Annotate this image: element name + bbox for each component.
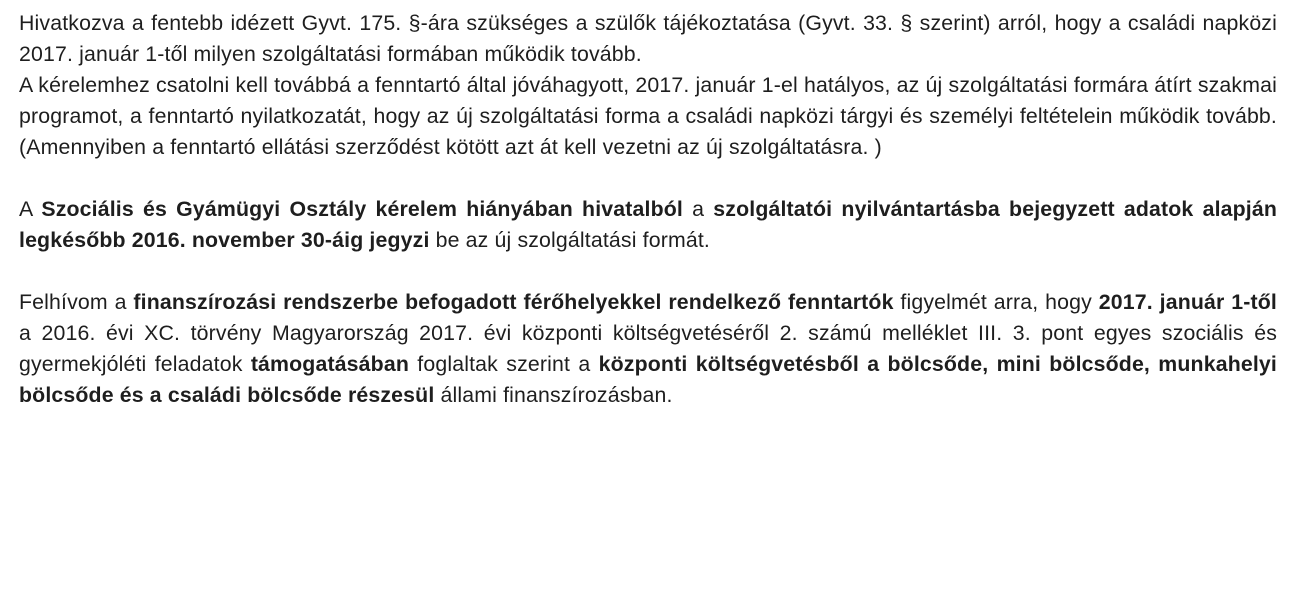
bold-text-run: szolgáltatói nyilvántartásba bejegyzett adatok alapján legkésőbb 2016. november 30-áig jegyzi bbox=[19, 197, 1278, 252]
text-run: Felhívom a bbox=[19, 290, 134, 314]
paragraph-official-registration bbox=[19, 194, 1277, 256]
paragraph-financing-notice bbox=[19, 287, 1277, 411]
bold-text-run: 2017. január 1-től bbox=[1098, 290, 1277, 314]
paragraph-application-attachments bbox=[19, 70, 1277, 163]
text-run: a bbox=[682, 197, 714, 221]
bold-text-run: központi költségvetésből a bölcsőde, mini bölcsőde, munkahelyi bölcsőde és a családi bölcsőde részesül bbox=[19, 352, 1277, 407]
text-run: állami finanszírozásban. bbox=[434, 383, 673, 407]
text-run: A bbox=[19, 197, 42, 221]
text-run: A kérelemhez csatolni kell továbbá a fenntartó által jóváhagyott, 2017. január 1-el hatályos, az új szolgáltatási formára átírt szakmai programot, a fenntartó nyilatkozatát, hogy az új szolgáltatási forma a családi napközi tárgyi és személyi feltételein működik tovább. (Amennyiben a fenntartó ellátási szerződést kötött azt át kell vezetni az új szolgáltatásra. ) bbox=[19, 73, 1277, 159]
paragraph-notice-parents bbox=[19, 8, 1277, 70]
bold-text-run: támogatásában bbox=[250, 352, 409, 376]
text-run: foglaltak szerint a bbox=[409, 352, 599, 376]
text-run: be az új szolgáltatási formát. bbox=[429, 228, 710, 252]
text-run: figyelmét arra, hogy bbox=[893, 290, 1099, 314]
text-run: Hivatkozva a fentebb idézett Gyvt. 175. §-ára szükséges a szülők tájékoztatása (Gyvt. 33. § szerint) arról, hogy a családi napközi 2017. január 1-től milyen szolgáltatási formában működik tovább. bbox=[19, 11, 1277, 66]
document-body bbox=[19, 8, 1277, 411]
text-run: a 2016. évi XC. törvény Magyarország 2017. évi központi költségvetéséről 2. számú melléklet III. 3. pont egyes szociális és gyermekjóléti feladatok bbox=[19, 321, 1277, 376]
bold-text-run: Szociális és Gyámügyi Osztály kérelem hiányában hivatalból bbox=[41, 197, 683, 221]
bold-text-run: finanszírozási rendszerbe befogadott férőhelyekkel rendelkező fenntartók bbox=[133, 290, 894, 314]
